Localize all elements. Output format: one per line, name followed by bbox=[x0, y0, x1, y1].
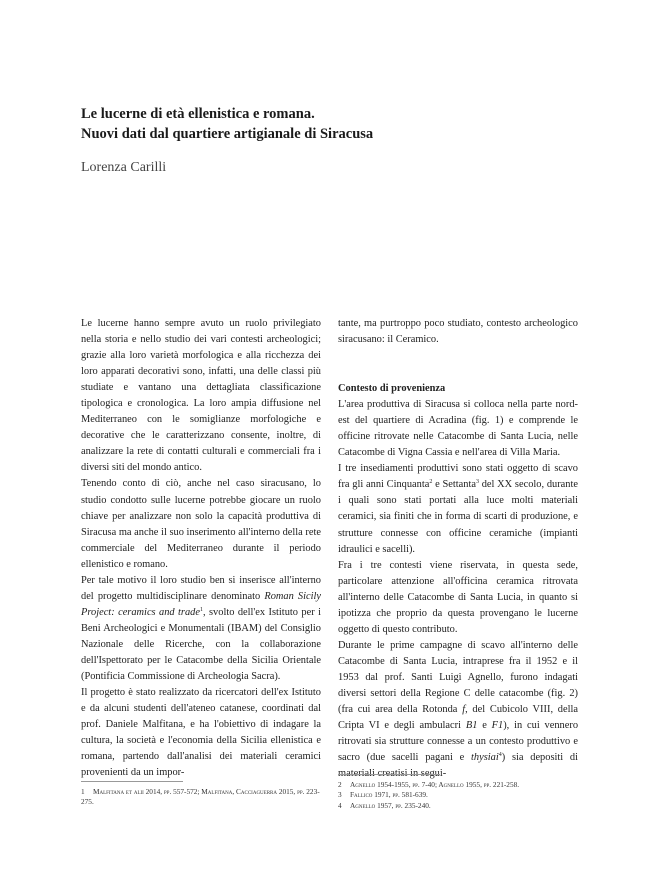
footnote bbox=[338, 801, 578, 811]
paragraph-text: e Settanta bbox=[432, 479, 476, 491]
footnote-text: Agnello 1957, pp. 235-240. bbox=[350, 800, 431, 810]
italic-term: F1 bbox=[491, 720, 504, 732]
project-title: Roman Sicily Project: ceramics and trade bbox=[81, 590, 321, 618]
footnotes-right bbox=[338, 780, 578, 811]
footnote-ref: 1 bbox=[199, 606, 203, 613]
paragraph: Il progetto è stato realizzato da ricercatori dell'ex Istituto e da alcuni studenti dell'ateneo catanese, coordinati dal prof. Daniele Malfitana, e ha l'obiettivo di indagare la cultura, la società e l'economia della Sicilia ellenistica e romana, partendo dall'analisi dei materiali ceramici provenienti da un impor- bbox=[81, 687, 321, 779]
paragraph bbox=[338, 461, 578, 557]
paragraph: Le lucerne hanno sempre avuto un ruolo privilegiato nella storia e nello studio dei vari contesti archeologici; grazie alla loro varietà morfologica e alla ricchezza dei loro apparati decorativi sono, infatti, una delle classi più studiate e vantano una dettagliata classificazione tipologica e cronologica. La loro ampia diffusione nel Mediterraneo con le somiglianze morfologiche e decorative che le caratterizzano consente, inoltre, di analizzare la rete di contatti culturali e commerciali fra i diversi siti del mondo antico. bbox=[81, 318, 321, 474]
title-line-1: Le lucerne di età ellenistica e romana. bbox=[81, 106, 315, 122]
paragraph-text: , svolto dell'ex Istituto per i Beni Archeologici e Monumentali (IBAM) del Consiglio Nazionale delle Ricerche, con la collaborazione dell'Ispettorato per le Catacombe della Sicilia Orientale (Pontificia Commissione di Archeologia Sacra). bbox=[81, 606, 321, 683]
paragraph bbox=[81, 573, 321, 685]
paragraph: L'area produttiva di Siracusa si colloca nella parte nord-est del quartiere di Acradina (fig. 1) e comprende le officine ritrovate nelle Catacombe di Santa Lucia, nelle Catacombe di Vigna Cassia e nell'area di Villa Maria. bbox=[338, 399, 578, 459]
section-heading: Contesto di provenienza bbox=[338, 383, 446, 395]
paragraph-text: Durante le prime campagne di scavo all'interno delle Catacombe di Santa Lucia, intraprese fra il 1952 e il 1953 dal prof. Santi Luigi Agnello, furono indagati diversi settori della Regione C delle catacombe (fig. 2) (fra cui area della Rotonda bbox=[338, 639, 578, 716]
paragraph-text: Per tale motivo il loro studio ben si inserisce all'interno del progetto multidisciplinare denominato bbox=[81, 574, 321, 602]
section-gap bbox=[338, 348, 578, 381]
author-name: Lorenza Carilli bbox=[81, 160, 167, 175]
footnote-ref: 2 bbox=[429, 479, 433, 486]
footnote-number: 3 bbox=[338, 790, 342, 800]
footnote-text: Agnello 1954-1955, pp. 7-40; Agnello 1955, pp. 221-258. bbox=[350, 780, 520, 789]
paragraph-text: ), in cui vennero ritrovati sia strutture connesse a un contesto produttivo e sacro (due sacelli pagani e bbox=[338, 720, 579, 764]
paragraph: tante, ma purtroppo poco studiato, contesto archeologico siracusano: il Ceramico. bbox=[338, 318, 578, 346]
footnote-text: Malfitana et alii 2014, pp. 557-572; Malfitana, Cacciaguerra 2015, pp. 223-275. bbox=[81, 787, 320, 807]
footnote-rule-left bbox=[81, 781, 183, 782]
footnote-text: Fallico 1971, pp. 581-639. bbox=[350, 790, 428, 800]
footnotes-left bbox=[81, 787, 321, 808]
footnote-number: 2 bbox=[338, 780, 342, 789]
paragraph: Tenendo conto di ciò, anche nel caso siracusano, lo studio condotto sulle lucerne potrebbe giocare un ruolo chiave per analizzare non solo la capacità produttiva di Siracusa ma anche il suo inserimento all'interno della rete commerciale del Mediterraneo durante il periodo ellenistico e romano. bbox=[81, 478, 321, 570]
paragraph bbox=[338, 638, 578, 782]
paragraph-text: I tre insediamenti produttivi sono stati oggetto di scavo fra gli anni Cinquanta bbox=[338, 463, 578, 491]
right-column bbox=[338, 316, 578, 782]
footnote bbox=[81, 787, 321, 808]
footnote bbox=[338, 790, 578, 800]
paragraph-text: , del Cubicolo VIII, della Cripta VI e degli ambulacri bbox=[338, 704, 578, 732]
footnote-number: 4 bbox=[338, 800, 342, 810]
italic-term: f bbox=[462, 704, 466, 716]
footnote-rule-right bbox=[338, 774, 440, 775]
paragraph-text: del XX secolo, durante i quali sono stati portati alla luce molti materiali ceramici, sia finiti che in forma di scarti di produzione, e strutture connesse con officine ceramiche (impianti idraulici e sacelli). bbox=[338, 479, 578, 555]
italic-term: B1 bbox=[465, 720, 478, 732]
footnote-ref: 3 bbox=[475, 479, 479, 486]
title-line-2: Nuovi dati dal quartiere artigianale di Siracusa bbox=[81, 126, 374, 142]
paragraph-text: e bbox=[477, 720, 492, 732]
paragraph-text: ) sia depositi di materiali creatisi in segui- bbox=[338, 752, 578, 780]
italic-term: thysiai bbox=[471, 752, 499, 764]
article-title bbox=[81, 104, 581, 144]
footnote-ref: 4 bbox=[498, 752, 502, 759]
footnote-number: 1 bbox=[81, 787, 85, 796]
left-column bbox=[81, 316, 321, 781]
paragraph: Fra i tre contesti viene riservata, in questa sede, particolare attenzione all'officina ceramica ritrovata all'interno delle Catacombe di Santa Lucia, in quanto si ipotizza che proprio da questa provengano le lucerne oggetto di questo contributo. bbox=[338, 559, 578, 635]
footnote bbox=[338, 780, 578, 790]
